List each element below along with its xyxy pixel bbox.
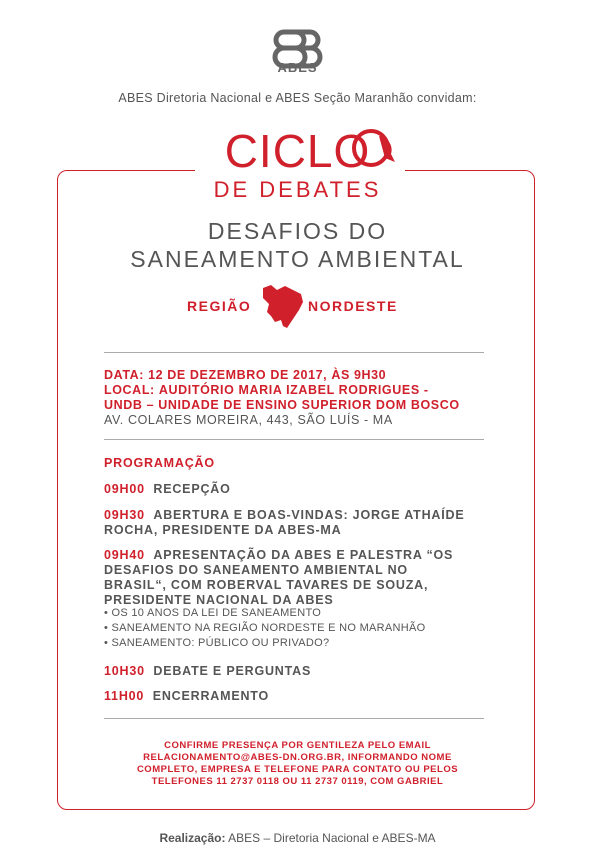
address-line: AV. COLARES MOREIRA, 443, SÃO LUÍS - MA	[104, 413, 393, 427]
logo-text: ABES	[277, 60, 318, 75]
date-value: 12 DE DEZEMBRO DE 2017, ÀS 9H30	[148, 368, 387, 382]
footer	[0, 831, 595, 845]
program-text-cont: ROCHA, PRESIDENTE DA ABES-MA	[104, 523, 342, 537]
confirm-line-1: CONFIRME PRESENÇA POR GENTILEZA PELO EMAIL	[164, 740, 431, 751]
local-label: LOCAL:	[104, 383, 155, 397]
confirm-line-4: TELEFONES 11 2737 0118 OU 11 2737 0119, COM GABRIEL	[151, 776, 444, 787]
program-item	[104, 689, 269, 704]
northeast-map-icon	[257, 282, 305, 330]
local-line-2: UNDB – UNIDADE DE ENSINO SUPERIOR DOM BOSCO	[104, 398, 460, 412]
program-item	[104, 508, 464, 523]
divider	[104, 352, 484, 353]
footer-label: Realização:	[159, 831, 226, 845]
list-item: • SANEAMENTO NA REGIÃO NORDESTE E NO MARANHÃO	[104, 622, 426, 634]
program-item	[104, 664, 311, 679]
local-line	[104, 383, 429, 397]
program-time: 10H30	[104, 664, 145, 678]
event-title	[0, 126, 595, 176]
program-time: 09H30	[104, 508, 145, 522]
date-label: DATA:	[104, 368, 145, 382]
divider	[104, 718, 484, 719]
region-label-right: NORDESTE	[308, 298, 398, 314]
program-text: DEBATE E PERGUNTAS	[153, 664, 312, 678]
local-value: AUDITÓRIO MARIA IZABEL RODRIGUES -	[158, 383, 429, 397]
confirm-line-3: COMPLETO, EMPRESA E TELEFONE PARA CONTATO OU PELOS	[136, 764, 459, 775]
program-text: ABERTURA E BOAS-VINDAS: JORGE ATHAÍDE	[153, 508, 465, 522]
program-text: APRESENTAÇÃO DA ABES E PALESTRA “OS	[153, 548, 454, 562]
program-time: 11H00	[104, 689, 145, 703]
program-time: 09H40	[104, 548, 145, 562]
program-text: ENCERRAMENTO	[152, 689, 270, 703]
theme-line-1: DESAFIOS DO	[207, 218, 388, 244]
list-item: • SANEAMENTO: PÚBLICO OU PRIVADO?	[104, 637, 330, 649]
program-heading-text: PROGRAMAÇÃO	[104, 456, 215, 470]
divider	[104, 439, 484, 440]
event-title-line1: CICLO	[224, 125, 371, 177]
program-time: 09H00	[104, 482, 145, 496]
program-item	[104, 548, 453, 563]
region-label-left: REGIÃO	[187, 298, 252, 314]
footer-text: ABES – Diretoria Nacional e ABES-MA	[225, 831, 436, 845]
speech-bubble-icon	[349, 126, 397, 172]
list-item: • OS 10 ANOS DA LEI DE SANEAMENTO	[104, 607, 322, 619]
program-text-cont: PRESIDENTE NACIONAL DA ABES	[104, 593, 334, 607]
program-text-cont: BRASIL“, COM ROBERVAL TAVARES DE SOUZA,	[104, 578, 429, 592]
program-heading	[104, 456, 215, 471]
theme-line-2: SANEAMENTO AMBIENTAL	[130, 246, 465, 272]
program-item	[104, 482, 231, 497]
program-text-cont: DESAFIOS DO SANEAMENTO AMBIENTAL NO	[104, 563, 408, 577]
date-line	[104, 368, 386, 382]
program-text: RECEPÇÃO	[153, 482, 231, 496]
event-subtitle: DE DEBATES	[213, 177, 382, 202]
confirm-email[interactable]: RELACIONAMENTO@ABES-DN.ORG.BR, INFORMANDO NOME	[143, 752, 452, 763]
invite-text: ABES Diretoria Nacional e ABES Seção Maranhão convidam:	[118, 91, 477, 105]
